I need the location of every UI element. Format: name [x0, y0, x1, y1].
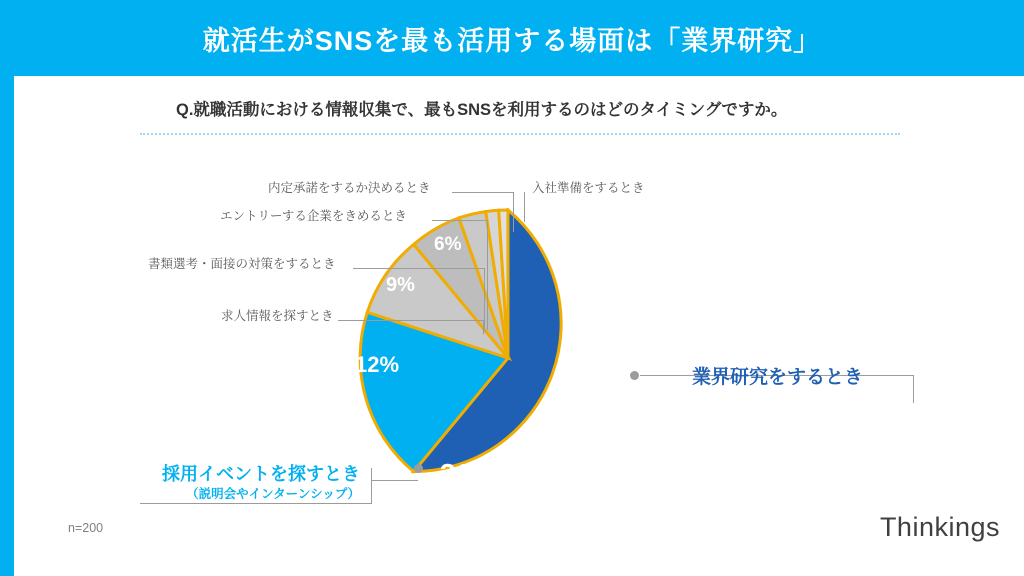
slice-value-event: 31%: [440, 458, 497, 489]
pie-chart: [358, 208, 658, 508]
question-text: Q.就職活動における情報収集で、最もSNSを利用するのはどのタイミングですか。: [176, 101, 788, 119]
slice-value-kyujin: 12%: [355, 352, 400, 377]
leader-line-shorui-h: [353, 268, 485, 269]
leader-line-gyokai-v: [913, 375, 914, 403]
callout-dot-gyokai: [630, 371, 639, 380]
page-title: 就活生がSNSを最も活用する場面は「業界研究」: [202, 25, 822, 56]
left-accent-bar: [0, 0, 14, 576]
dotted-divider: [140, 131, 900, 135]
callout-label-naitei: 内定承諾をするか決めるとき: [268, 181, 431, 195]
slice-value-shorui: 9%: [386, 274, 415, 296]
brand-logo: Thinkings: [879, 512, 1000, 542]
callout-label-event-sub: （説明会やインターンシップ）: [186, 487, 360, 501]
leader-line-naitei-v: [513, 192, 514, 232]
leader-line-entry-h: [432, 220, 488, 221]
leader-line-nyusha-v: [524, 192, 525, 222]
sample-size: n=200: [68, 521, 104, 535]
leader-line-shorui-v: [484, 268, 485, 332]
callout-label-gyokai: 業界研究をするとき: [692, 367, 864, 388]
callout-label-shorui: 書類選考・面接の対策をするとき: [148, 257, 336, 271]
leader-line-kyujin-h: [338, 320, 484, 321]
leader-line-event-h2: [140, 503, 372, 504]
callout-label-kyujin: 求人情報を探すとき: [221, 309, 334, 323]
leader-line-kyujin-v: [483, 320, 484, 334]
leader-line-entry-v: [487, 220, 488, 330]
leader-line-naitei-h: [452, 192, 514, 193]
leader-line-event-h: [372, 480, 418, 481]
callout-label-entry: エントリーする企業をきめるとき: [220, 209, 407, 223]
header-band: [0, 0, 1024, 76]
pie-svg: [358, 208, 658, 508]
slice-value-gyokai: 39%: [567, 295, 630, 330]
callout-label-event: 採用イベントを探すとき: [162, 464, 360, 484]
callout-dot-event: [414, 464, 423, 473]
leader-line-event-v: [371, 468, 372, 504]
callout-label-nyusha: 入社準備をするとき: [532, 181, 645, 195]
slice-value-entry: 6%: [434, 234, 462, 255]
